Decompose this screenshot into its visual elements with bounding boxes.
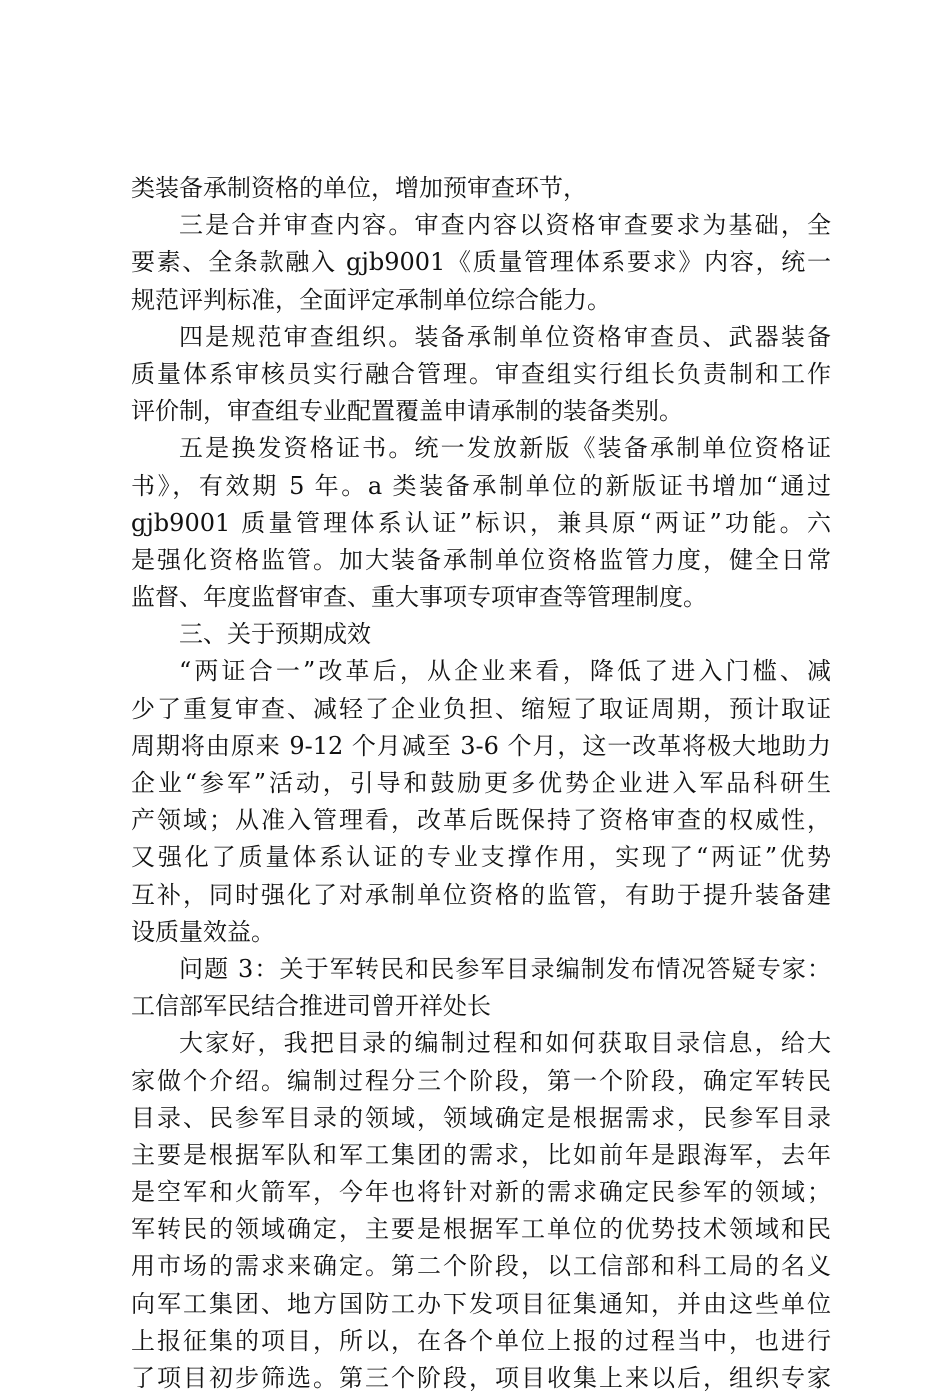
text-line: 是强化资格监管。加大装备承制单位资格监管力度，健全日常 [131,545,831,574]
paragraph-start-line: 大家好，我把目录的编制过程和如何获取目录信息，给大 [179,1029,831,1058]
text-line: 要素、全条款融入 gjb9001《质量管理体系要求》内容，统一 [131,248,831,277]
text-line: 军转民的领域确定，主要是根据军工单位的优势技术领域和民 [131,1215,831,1244]
text-line: 互补，同时强化了对承制单位资格的监管，有助于提升装备建 [131,880,831,909]
text-line: 企业“参军”活动，引导和鼓励更多优势企业进入军品科研生 [131,769,831,797]
text-line: 少了重复审查、减轻了企业负担、缩短了取证周期，预计取证 [131,694,831,723]
paragraph-heading-line: 三是合并审查内容。审查内容以资格审查要求为基础，全 [179,211,831,240]
text-line: 是空军和火箭军，今年也将针对新的需求确定民参军的领域； [131,1178,831,1207]
text-line: 主要是根据军队和军工集团的需求，比如前年是跟海军，去年 [131,1140,831,1169]
document-body [131,170,831,1397]
paragraph-heading-line: 四是规范审查组织。装备承制单位资格审查员、武器装备 [179,322,831,351]
section-heading: 三、关于预期成效 [179,620,371,649]
text-line: 产领域；从准入管理看，改革后既保持了资格审查的权威性， [131,806,831,835]
paragraph-heading-line: 五是换发资格证书。统一发放新版《装备承制单位资格证 [179,434,831,463]
text-line: 监督、年度监督审查、重大事项专项审查等管理制度。 [131,583,707,612]
text-line: 设质量效益。 [131,917,275,946]
text-line: 目录、民参军目录的领域，领域确定是根据需求，民参军目录 [131,1103,831,1132]
text-line: 用市场的需求来确定。第二个阶段，以工信部和科工局的名义 [131,1252,831,1281]
text-line: 类装备承制资格的单位，增加预审查环节， [131,174,587,202]
question-heading-line: 问题 3：关于军转民和民参军目录编制发布情况答疑专家： [179,954,831,983]
text-line: 周期将由原来 9-12 个月减至 3-6 个月，这一改革将极大地助力 [131,731,831,760]
text-line: 家做个介绍。编制过程分三个阶段，第一个阶段，确定军转民 [131,1066,831,1095]
text-line: 评价制，审查组专业配置覆盖申请承制的装备类别。 [131,397,683,426]
text-line: gjb9001 质量管理体系认证”标识，兼具原“两证”功能。六 [131,508,831,537]
paragraph-start-line: “两证合一”改革后，从企业来看，降低了进入门槛、减 [179,657,831,686]
text-line: 书》，有效期 5 年。a 类装备承制单位的新版证书增加“通过 [131,471,831,500]
text-line: 向军工集团、地方国防工办下发项目征集通知，并由这些单位 [131,1289,831,1318]
text-line: 质量体系审核员实行融合管理。审查组实行组长负责制和工作 [131,359,831,388]
text-line: 又强化了质量体系认证的专业支撑作用，实现了“两证”优势 [131,843,831,872]
text-line: 了项目初步筛选。第三个阶段，项目收集上来以后，组织专家 [131,1364,831,1392]
text-line: 规范评判标准，全面评定承制单位综合能力。 [131,285,611,314]
question-heading-line: 工信部军民结合推进司曾开祥处长 [131,992,491,1021]
text-line: 上报征集的项目，所以，在各个单位上报的过程当中，也进行 [131,1326,831,1355]
